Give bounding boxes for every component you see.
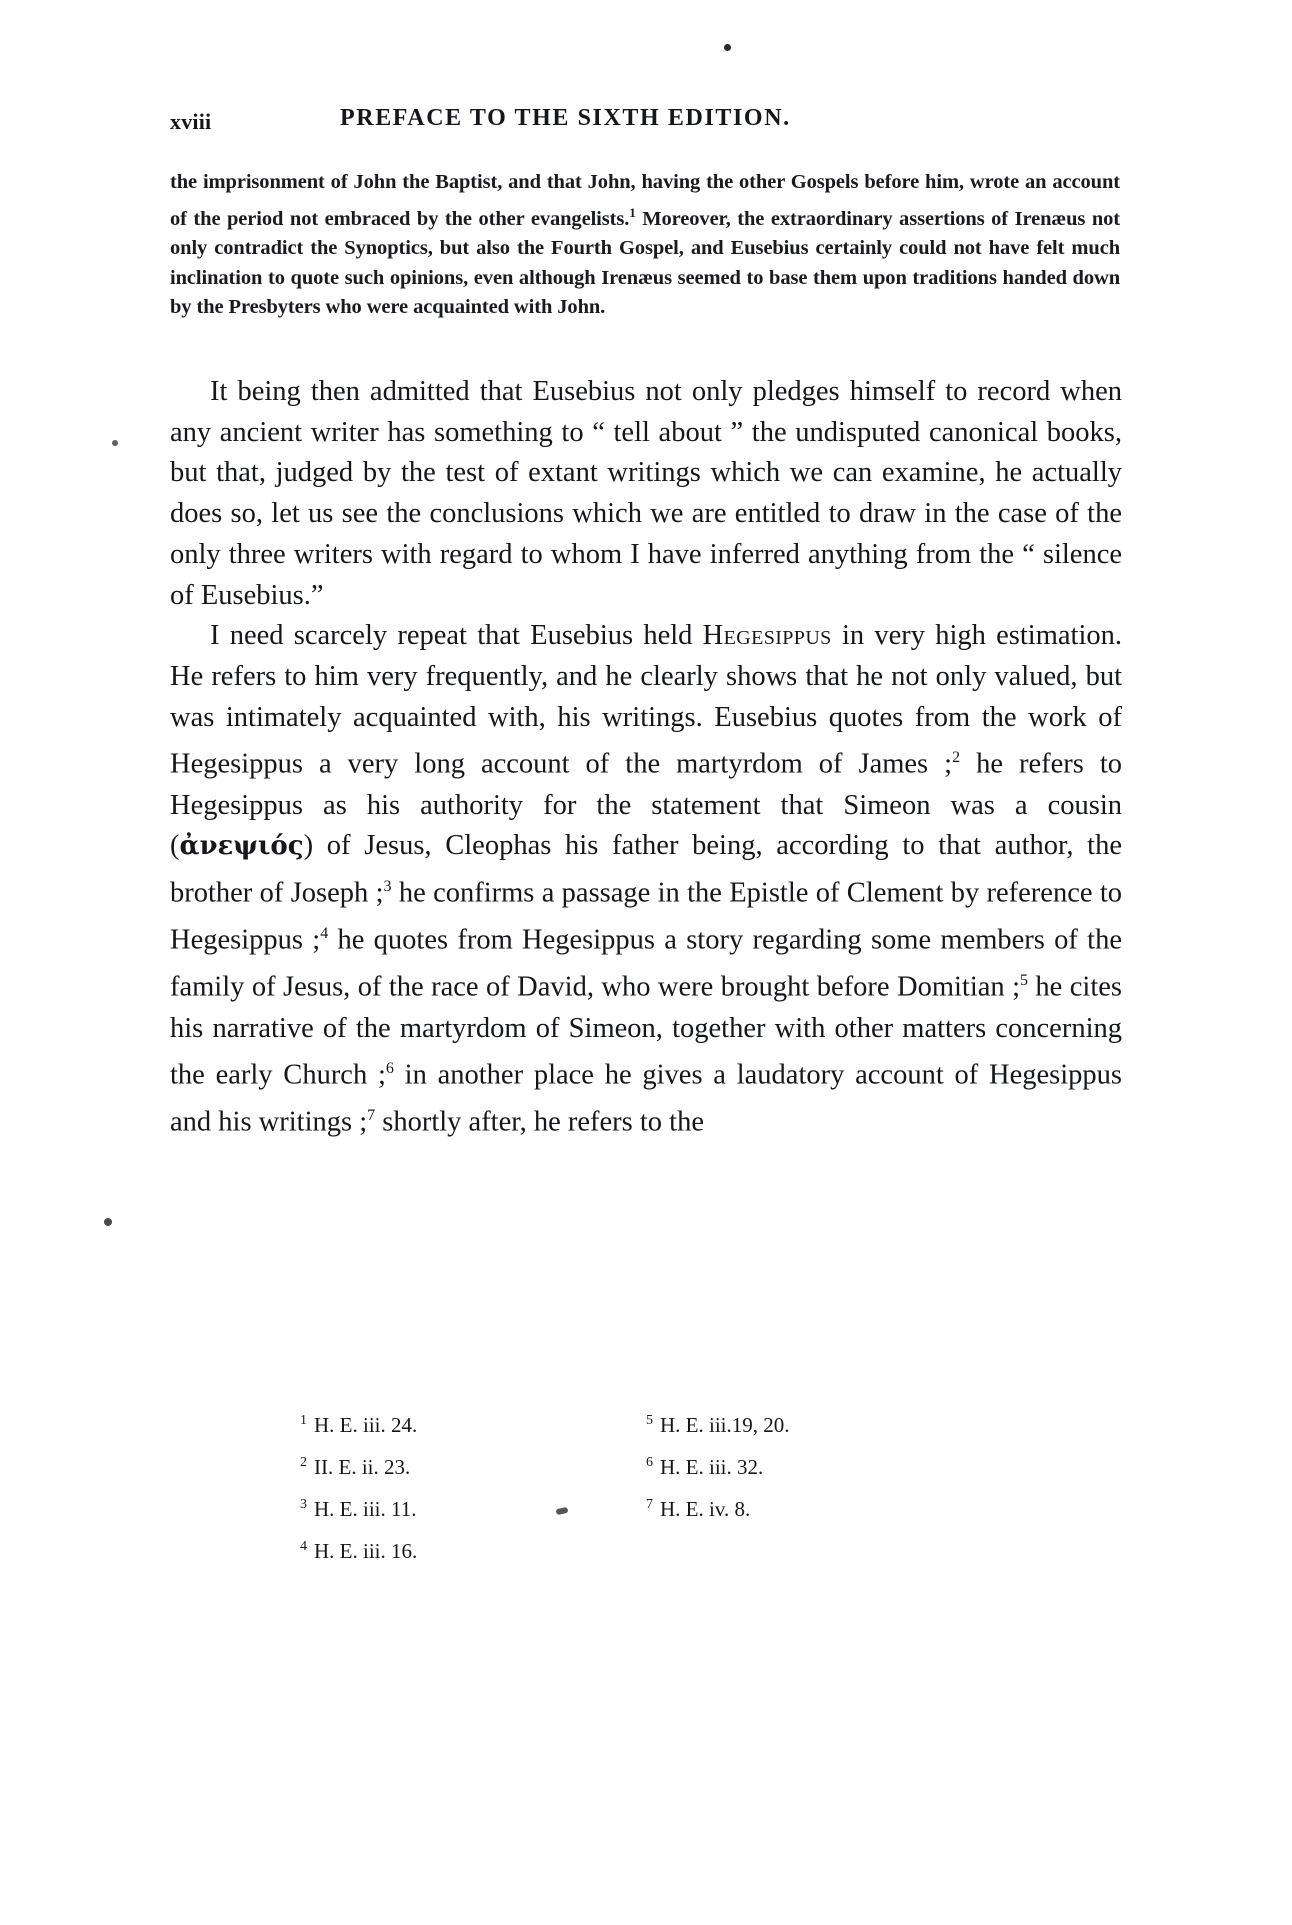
footnote-text: H. E. iii. 32. [660, 1455, 764, 1479]
footnote-item [300, 1402, 417, 1444]
paragraph-2-part-d: ) of Jesus, Cleophas his father being, according to that author, the brother of Joseph ; [170, 830, 1122, 909]
paragraph-2-part-e: he confirms a passage in the Epistle of Clement by reference to Hegesippus ; [170, 877, 1122, 956]
paragraph-2-part-b: in very high estimation. He refers to him very frequently, and he clearly shows that he not only valued, but was intimately acquainted with, his writings. Eusebius quotes from the work of Hegesippus a very long account of the martyrdom of James ; [170, 620, 1122, 780]
footnote-marker: 3 [300, 1497, 307, 1512]
footnote-ref-4: 4 [320, 925, 329, 943]
greek-word-anepsios: ἀνεψιός [179, 831, 304, 862]
hegesippus-small-caps: Hegesippus [702, 620, 832, 652]
footnote-text: II. E. ii. 23. [314, 1455, 411, 1479]
footnote-marker: 4 [300, 1539, 307, 1554]
page-folio: xviii [170, 109, 212, 134]
footnote-marker: 2 [300, 1455, 307, 1470]
scan-artifact-mark-bottom [556, 1507, 569, 1515]
footnote-marker: 7 [646, 1497, 653, 1512]
paragraph-2-part-h: in another place he gives a laudatory account of Hegesippus and his writings ; [170, 1059, 1122, 1138]
footnote-marker: 6 [646, 1455, 653, 1470]
paragraph-2-part-g: he cites his narrative of the martyrdom of Simeon, together with other matters concerning the early Church ; [170, 971, 1122, 1091]
continuation-paragraph [170, 168, 1120, 323]
continuation-text-part-1: the imprisonment of John the Baptist, and that John, having the other Gospels before him, wrote an account of the period not embraced by the other evangelists. [170, 171, 1120, 230]
footnote-item [300, 1444, 417, 1486]
footnote-ref-6: 6 [385, 1060, 394, 1078]
paragraph-2-part-c: he refers to Hegesippus as his authority for the statement that Simeon was a cousin ( [170, 748, 1122, 862]
footnote-item [646, 1402, 790, 1444]
paragraph-2-part-f: he quotes from Hegesippus a story regarding some members of the family of Jesus, of the race of David, who were brought before Domitian ; [170, 924, 1122, 1003]
footnote-ref-7: 7 [367, 1107, 376, 1125]
page-title: PREFACE TO THE SIXTH EDITION. [340, 105, 791, 131]
footnote-text: H. E. iii.19, 20. [660, 1413, 790, 1437]
footnote-text: H. E. iii. 24. [314, 1413, 418, 1437]
footnote-column-right [646, 1402, 790, 1528]
scan-artifact-dot-left-upper [112, 440, 118, 446]
body-text [170, 372, 1122, 1144]
paragraph-2-part-i: shortly after, he refers to the [375, 1106, 704, 1138]
footnote-text: H. E. iii. 16. [314, 1539, 418, 1563]
footnote-ref-2: 2 [952, 749, 961, 767]
paragraph-1: It being then admitted that Eusebius not only pledges himself to record when any ancient writer has something to “ tell about ” the undisputed canonical books, but that, judged by the test of extant writings which we can examine, he actually does so, let us see the conclusions which we are entitled to draw in the case of the only three writers with regard to whom I have inferred anything from the “ silence of Eusebius.” [170, 376, 1122, 611]
footnote-marker: 1 [300, 1413, 307, 1428]
continuation-text-part-2: Moreover, the extraordinary assertions of Irenæus not only contradict the Synoptics, but also the Fourth Gospel, and Eusebius certainly could not have felt much inclination to quote such opinions, even although Irenæus seemed to base them upon traditions handed down by the Presbyters who were acquainted with John. [170, 207, 1120, 319]
footnote-text: H. E. iv. 8. [660, 1497, 751, 1521]
footnote-item [646, 1444, 790, 1486]
footnote-ref-5: 5 [1020, 972, 1028, 990]
footnote-item [300, 1486, 417, 1528]
footnote-ref-1: 1 [629, 204, 636, 220]
footnote-item [646, 1486, 790, 1528]
footnote-item [300, 1528, 417, 1570]
running-head [170, 105, 1122, 139]
scan-artifact-dot-left-lower [104, 1218, 112, 1226]
footnote-text: H. E. iii. 11. [314, 1497, 417, 1521]
footnote-marker: 5 [646, 1413, 653, 1428]
footnote-column-left [300, 1402, 417, 1570]
footnote-ref-3: 3 [383, 877, 392, 895]
paragraph-2-part-a: I need scarcely repeat that Eusebius held [210, 620, 703, 652]
paragraph-2 [170, 616, 1122, 1143]
scan-artifact-dot-top [724, 44, 731, 51]
